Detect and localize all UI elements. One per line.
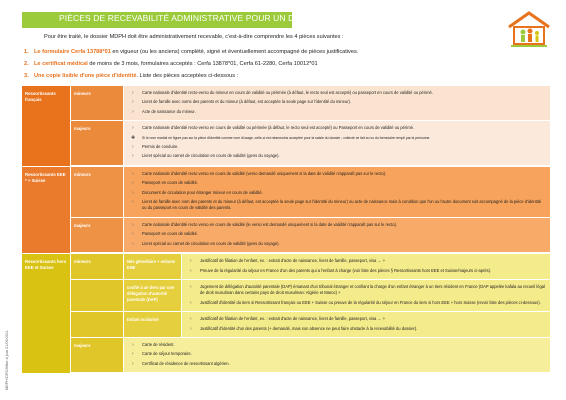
list-item: › Passeport en cours de validité.: [130, 231, 546, 237]
list-item: › Livret de famille avec noms des parents et du mineur (à défaut, est acceptée la seule page sur l'identité du mineur).: [130, 99, 546, 105]
sub2-label: Enfant scolarisé: [124, 312, 181, 337]
sub-label: majeurs: [71, 121, 123, 165]
requirements-list: [24, 46, 358, 82]
requirement-item: 2. Le certificat médical de moins de 3 mois, formulaires acceptés : Cerfa 13878*01, Cerfa 61-2280, Cerfa 10012*01: [24, 61, 318, 67]
subrow: [71, 280, 550, 312]
table-row-minors: [71, 167, 550, 218]
sub-label: mineurs: [71, 167, 123, 217]
list-item: › Permis de conduire.: [130, 144, 546, 150]
section-non-eee-nationals: [22, 254, 550, 373]
house-people-logo-icon: [503, 9, 555, 49]
list-item: › Acte de naissance du mineur.: [130, 109, 546, 115]
list-item: › Livret spécial ou carnet de circulation en cours de validité (gens du voyage).: [130, 241, 546, 247]
list-item: › Passeport en cours de validité.: [130, 180, 546, 186]
page-title: PIÈCES DE RECEVABILITÉ ADMINISTRATIVE POUR UN DOSSIER MDPH: [59, 13, 355, 23]
category-label: Ressortissants EEE * + Suisse: [22, 167, 70, 253]
sub-label: majeurs: [71, 218, 123, 252]
list-item: › Carte nationale d'identité recto verso en cours de validité (le verso est demandé uniquement si la date de validité n'apparaît pas sur le recto).: [130, 222, 546, 228]
section-french-nationals: [22, 86, 550, 166]
list-item: › Livret spécial ou carnet de circulation en cours de validité (gens du voyage).: [130, 153, 546, 159]
list-item: › Carte nationale d'identité recto verso en cours de validité (verso demandé uniquement si la date de validité n'apparaît pas sur le recto).: [130, 171, 546, 177]
category-label: Ressortissants français: [22, 86, 70, 166]
table-row-adults: [71, 338, 550, 373]
list-item: › Carte de résident.: [130, 342, 546, 348]
list-item: › Carte de séjour temporaire.: [130, 351, 546, 357]
table-row-minors: [71, 254, 550, 338]
table-row-adults: [71, 218, 550, 253]
sub-label: mineurs: [71, 254, 123, 338]
list-item: › Justificatif d'identité du tiers si Ressortissant français ou EEE + Suisse ou preuve de la régularité du séjour en France du tiers si hors EEE + hors Suisse (revoir liste des pièces ci-dessous).: [188, 300, 546, 306]
list-item: › Document de circulation pour étranger mineur en cours de validité.: [130, 190, 546, 196]
row-items: [124, 167, 550, 217]
row-items: [124, 338, 550, 372]
sub-label: majeurs: [71, 338, 123, 372]
row-items: [182, 280, 550, 311]
table-row-adults: [71, 121, 550, 166]
row-items: [124, 86, 550, 120]
list-item: › Livret de famille avec nom des parents et du mineur (à défaut, est acceptée la seule page sur l'identité du mineur) ou acte de naissance mais à condition que l'un ou l'autre document soit accompagné de la pièce d'identité ou du passeport en cours de validité des parents.: [130, 199, 546, 212]
list-item: › Justificatif de filiation de l'enfant, ex. : extrait d'acte de naissance, livret de famille, passeport, visa … +: [188, 316, 546, 322]
list-item: › Certificat de résidence de ressortissant algérien.: [130, 361, 546, 367]
row-items: [124, 218, 550, 252]
list-item: › Carte nationale d'identité recto-verso du mineur en cours de validité ou périmée (à défaut, le recto seul est accepté) ou passeport en cours de validité ou périmé.: [130, 90, 546, 96]
sub2-label: Nés gémellaire + enfants ENE: [124, 254, 181, 279]
list-item: › Justificatif de filiation de l'enfant, ex. : extrait d'acte de naissance, livret de famille, passeport, visa … +: [188, 258, 546, 264]
side-footer: MDPH/DRC/Mise à jour 21/09/2011: [5, 330, 9, 390]
list-item: ✚ Si le nom marital ne figure pas sur la pièce d'identité comme nom d'usage, celle-ci est néanmoins acceptée pour la saisie du dossier ; collecte ce fait au vu du formulaire rempli par la personne.: [130, 135, 546, 141]
requirement-item: 3. Une copie lisible d'une pièce d'identité. Liste des pièces acceptées ci-dessous :: [24, 73, 239, 79]
sub2-label: confié à un tiers par une délégation d'autorité parentale (DAP): [124, 280, 181, 311]
row-items: [182, 254, 550, 279]
list-item: › Jugement de délégation d'autorité parentale (DAP) émanant d'un tribunal étranger et confiant la charge d'un enfant étranger à un tiers résident en France (DAP appelée kafala au recueil légal de droit musulman dans certains pays de droit musulman: Algérie et Maroc) +: [188, 284, 546, 297]
row-items: [124, 121, 550, 165]
intro-text: Pour être traité, le dossier MDPH doit être administrativement recevable, c'est-à-dire comprendre les 4 pièces suivantes :: [44, 34, 344, 40]
table-row-minors: [71, 86, 550, 121]
list-item: › Preuve de la régularité du séjour en France d'un des parents qui a l'enfant à charge (voir liste des pièces § Ressortissants hors EEE et Suisse/majeurs ci-après).: [188, 268, 546, 274]
subrow: [71, 254, 550, 280]
section-eee-swiss-nationals: [22, 167, 550, 253]
list-item: › Justificatif d'identité d'un des parents (+ demandé, mais son absence ne peut faire obstacle à la recevabilité du dossier).: [188, 326, 546, 332]
identity-documents-table: [22, 86, 550, 373]
list-item: › Carte nationale d'identité recto-verso en cours de validité ou périmée (à défaut, le recto seul est accepté) ou Passeport en cours de validité ou périmé.: [130, 125, 546, 131]
row-items: [182, 312, 550, 337]
category-label: Ressortissants hors EEE et Suisse: [22, 254, 70, 373]
subrow: [71, 312, 550, 338]
sub-label: mineurs: [71, 86, 123, 120]
requirement-item: 1. Le formulaire Cerfa 13788*01 en vigueur (ou les anciens) complété, signé et éventuellement accompagné de pièces justificatives.: [24, 49, 359, 55]
